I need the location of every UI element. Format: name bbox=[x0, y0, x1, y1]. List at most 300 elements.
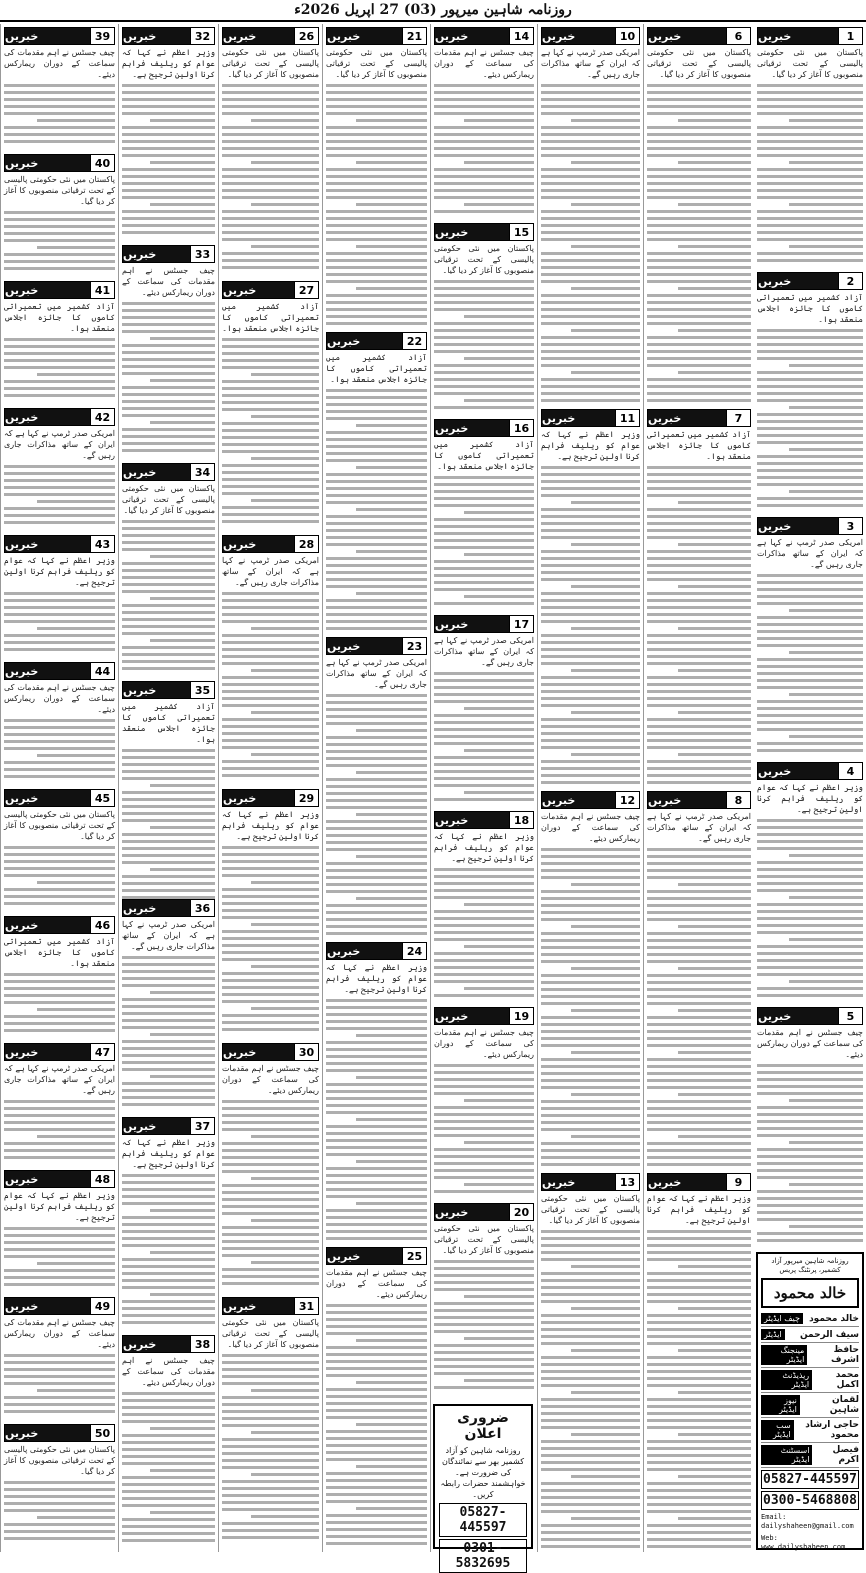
news-item-number: 8 bbox=[726, 792, 750, 808]
news-item-label: خبریں bbox=[5, 155, 90, 171]
news-item-text-lines bbox=[326, 1304, 427, 1545]
news-item-number: 49 bbox=[90, 1298, 114, 1314]
news-item-text: چیف جسٹس نے اہم مقدمات کی سماعت کے دوران ریمارکس دیئے۔ bbox=[222, 1064, 319, 1095]
news-item-number: 27 bbox=[294, 282, 318, 298]
news-item-header bbox=[4, 1043, 115, 1061]
news-item-number: 1 bbox=[838, 28, 862, 44]
news-item-8 bbox=[647, 791, 751, 1170]
news-item-label: خبریں bbox=[123, 464, 190, 480]
news-item-text: آزاد کشمیر میں تعمیراتی کاموں کا جائزہ اجلاس منعقد ہوا۔ bbox=[4, 302, 115, 333]
news-item-text: وزیر اعظم نے کہا کہ عوام کو ریلیف فراہم کرنا اولین ترجیح ہے۔ bbox=[4, 1191, 115, 1222]
news-item-27 bbox=[222, 281, 319, 532]
news-item-text-lines bbox=[647, 466, 751, 784]
news-item-label: خبریں bbox=[223, 536, 294, 552]
news-item-text-lines bbox=[434, 476, 534, 605]
news-item-10 bbox=[541, 27, 640, 406]
staff-name: فیصل اکرم bbox=[832, 1445, 859, 1465]
news-item-6 bbox=[647, 27, 751, 406]
news-item-label: خبریں bbox=[123, 900, 190, 916]
news-item-number: 25 bbox=[402, 1248, 426, 1264]
notice-ad-body: روزنامہ شاہین کو آزاد کشمیر بھر سے نمائندگان کی ضرورت ہے۔ خواہشمند حضرات رابطہ کریں۔ bbox=[440, 1446, 526, 1499]
news-item-text-lines bbox=[122, 302, 215, 452]
news-item-text-lines bbox=[122, 84, 215, 234]
news-item-label: خبریں bbox=[123, 1118, 190, 1134]
news-item-43 bbox=[4, 535, 115, 659]
news-item-text: امریکی صدر ٹرمپ نے کہا ہے کہ ایران کے ساتھ مذاکرات جاری رہیں گے۔ bbox=[4, 1064, 115, 1095]
news-item-header bbox=[222, 281, 319, 299]
news-item-header bbox=[647, 409, 751, 427]
news-item-label: خبریں bbox=[5, 282, 90, 298]
notice-ad-phone-1: 05827-445597 bbox=[439, 1503, 527, 1537]
news-item-label: خبریں bbox=[5, 1425, 90, 1441]
masthead bbox=[0, 0, 866, 22]
news-item-text-lines bbox=[757, 574, 863, 752]
news-item-text: پاکستان میں نئی حکومتی پالیسی کے تحت ترقیاتی منصوبوں کا آغاز کر دیا گیا۔ bbox=[326, 48, 427, 79]
news-item-text-lines bbox=[122, 1392, 215, 1542]
news-item-text-lines bbox=[122, 520, 215, 670]
news-item-33 bbox=[122, 245, 215, 460]
news-item-header bbox=[122, 1117, 215, 1135]
news-item-label: خبریں bbox=[542, 410, 615, 426]
news-item-label: خبریں bbox=[223, 1044, 294, 1060]
news-item-text-lines bbox=[326, 389, 427, 630]
news-item-3 bbox=[757, 517, 863, 759]
news-item-number: 20 bbox=[509, 1204, 533, 1220]
news-item-label: خبریں bbox=[542, 792, 615, 808]
news-item-number: 38 bbox=[190, 1336, 214, 1352]
news-item-18 bbox=[434, 811, 534, 1004]
news-item-text: امریکی صدر ٹرمپ نے کہا ہے کہ ایران کے ساتھ مذاکرات جاری رہیں گے۔ bbox=[647, 812, 751, 843]
news-item-label: خبریں bbox=[435, 812, 509, 828]
news-item-header bbox=[222, 535, 319, 553]
news-item-42 bbox=[4, 408, 115, 532]
news-item-number: 28 bbox=[294, 536, 318, 552]
news-item-46 bbox=[4, 916, 115, 1040]
news-item-number: 24 bbox=[402, 943, 426, 959]
news-item-header bbox=[434, 1203, 534, 1221]
news-item-text: امریکی صدر ٹرمپ نے کہا ہے کہ ایران کے ساتھ مذاکرات جاری رہیں گے۔ bbox=[122, 920, 215, 951]
news-item-text-lines bbox=[541, 84, 640, 402]
news-item-29 bbox=[222, 789, 319, 1040]
news-item-label: خبریں bbox=[327, 28, 402, 44]
news-item-label: خبریں bbox=[542, 28, 615, 44]
news-item-text: وزیر اعظم نے کہا کہ عوام کو ریلیف فراہم کرنا اولین ترجیح ہے۔ bbox=[757, 783, 863, 814]
news-item-number: 9 bbox=[726, 1174, 750, 1190]
news-item-header bbox=[434, 811, 534, 829]
news-item-header bbox=[541, 791, 640, 809]
news-item-header bbox=[4, 1424, 115, 1442]
news-item-label: خبریں bbox=[648, 410, 726, 426]
news-item-41 bbox=[4, 281, 115, 405]
news-item-text-lines bbox=[222, 592, 319, 777]
news-item-header bbox=[4, 1297, 115, 1315]
news-item-text: آزاد کشمیر میں تعمیراتی کاموں کا جائزہ اجلاس منعقد ہوا۔ bbox=[647, 430, 751, 461]
news-item-text: آزاد کشمیر میں تعمیراتی کاموں کا جائزہ اجلاس منعقد ہوا۔ bbox=[757, 293, 863, 324]
news-item-text-lines bbox=[222, 84, 319, 269]
staff-phone-2: 0300-5468808 bbox=[761, 1491, 859, 1510]
news-item-text-lines bbox=[4, 719, 115, 778]
news-item-text-lines bbox=[541, 848, 640, 1166]
news-item-text-lines bbox=[434, 1260, 534, 1389]
news-item-text: پاکستان میں نئی حکومتی پالیسی کے تحت ترقیاتی منصوبوں کا آغاز کر دیا گیا۔ bbox=[757, 48, 863, 79]
notice-ad-title: ضروری اعلان bbox=[457, 1410, 509, 1442]
column-5 bbox=[322, 24, 430, 1552]
news-item-text: وزیر اعظم نے کہا کہ عوام کو ریلیف فراہم کرنا اولین ترجیح ہے۔ bbox=[647, 1194, 751, 1225]
news-item-text: وزیر اعظم نے کہا کہ عوام کو ریلیف فراہم کرنا اولین ترجیح ہے۔ bbox=[434, 832, 534, 863]
news-item-header bbox=[122, 1335, 215, 1353]
news-item-23 bbox=[326, 637, 427, 939]
news-item-text-lines bbox=[647, 1230, 751, 1548]
news-item-text-lines bbox=[222, 846, 319, 1031]
staff-logo: خالد محمود bbox=[761, 1278, 859, 1308]
news-item-47 bbox=[4, 1043, 115, 1167]
news-item-number: 11 bbox=[615, 410, 639, 426]
news-item-header bbox=[4, 408, 115, 426]
news-item-header bbox=[757, 762, 863, 780]
news-item-31 bbox=[222, 1297, 319, 1548]
news-item-label: خبریں bbox=[5, 409, 90, 425]
news-item-label: خبریں bbox=[5, 917, 90, 933]
news-item-36 bbox=[122, 899, 215, 1114]
news-item-header bbox=[326, 332, 427, 350]
news-item-header bbox=[757, 27, 863, 45]
news-item-text: چیف جسٹس نے اہم مقدمات کی سماعت کے دوران ریمارکس دیئے۔ bbox=[757, 1028, 863, 1059]
news-item-text: پاکستان میں نئی حکومتی پالیسی کے تحت ترقیاتی منصوبوں کا آغاز کر دیا گیا۔ bbox=[4, 1445, 115, 1476]
news-item-label: خبریں bbox=[223, 282, 294, 298]
staff-website: Web: www.dailyshaheen.com bbox=[761, 1534, 846, 1551]
news-item-label: خبریں bbox=[648, 28, 726, 44]
news-item-text: چیف جسٹس نے اہم مقدمات کی سماعت کے دوران ریمارکس دیئے۔ bbox=[4, 1318, 115, 1349]
news-item-text: آزاد کشمیر میں تعمیراتی کاموں کا جائزہ اجلاس منعقد ہوا۔ bbox=[222, 302, 319, 333]
news-item-text: چیف جسٹس نے اہم مقدمات کی سماعت کے دوران ریمارکس دیئے۔ bbox=[326, 1268, 427, 1299]
news-item-34 bbox=[122, 463, 215, 678]
news-item-text: وزیر اعظم نے کہا کہ عوام کو ریلیف فراہم کرنا اولین ترجیح ہے۔ bbox=[326, 963, 427, 994]
staff-name: خالد محمود bbox=[809, 1313, 859, 1324]
staff-row bbox=[761, 1327, 859, 1343]
news-item-text-lines bbox=[434, 280, 534, 409]
news-item-header bbox=[4, 789, 115, 807]
news-item-header bbox=[4, 1170, 115, 1188]
news-item-text-lines bbox=[647, 848, 751, 1166]
news-item-header bbox=[122, 463, 215, 481]
news-item-21 bbox=[326, 27, 427, 329]
news-item-label: خبریں bbox=[758, 763, 838, 779]
news-item-label: خبریں bbox=[327, 333, 402, 349]
news-item-text-lines bbox=[434, 672, 534, 801]
news-item-text: امریکی صدر ٹرمپ نے کہا ہے کہ ایران کے ساتھ مذاکرات جاری رہیں گے۔ bbox=[541, 48, 640, 79]
news-item-header bbox=[757, 1007, 863, 1025]
news-item-number: 29 bbox=[294, 790, 318, 806]
news-item-15 bbox=[434, 223, 534, 416]
news-item-header bbox=[326, 637, 427, 655]
news-item-text: چیف جسٹس نے اہم مقدمات کی سماعت کے دوران ریمارکس دیئے۔ bbox=[541, 812, 640, 843]
news-item-header bbox=[222, 27, 319, 45]
staff-name: لقمان شاہین bbox=[829, 1395, 859, 1415]
news-item-text: امریکی صدر ٹرمپ نے کہا ہے کہ ایران کے ساتھ مذاکرات جاری رہیں گے۔ bbox=[326, 658, 427, 689]
news-item-text-lines bbox=[541, 1230, 640, 1548]
news-item-header bbox=[326, 942, 427, 960]
news-item-header bbox=[434, 419, 534, 437]
news-item-text-lines bbox=[4, 1100, 115, 1159]
news-item-text-lines bbox=[434, 1064, 534, 1193]
news-item-text-lines bbox=[122, 749, 215, 899]
news-item-text-lines bbox=[222, 1100, 319, 1285]
news-item-16 bbox=[434, 419, 534, 612]
news-item-text: وزیر اعظم نے کہا کہ عوام کو ریلیف فراہم کرنا اولین ترجیح ہے۔ bbox=[122, 1138, 215, 1169]
news-item-header bbox=[541, 27, 640, 45]
news-item-number: 19 bbox=[509, 1008, 533, 1024]
news-item-number: 39 bbox=[90, 28, 114, 44]
staff-role: اسسٹنٹ ایڈیٹر bbox=[761, 1445, 812, 1465]
news-item-text: پاکستان میں نئی حکومتی پالیسی کے تحت ترقیاتی منصوبوں کا آغاز کر دیا گیا۔ bbox=[647, 48, 751, 79]
news-item-number: 6 bbox=[726, 28, 750, 44]
editorial-staff-box bbox=[756, 1252, 864, 1550]
news-item-12 bbox=[541, 791, 640, 1170]
news-item-number: 41 bbox=[90, 282, 114, 298]
news-item-number: 33 bbox=[190, 246, 214, 262]
news-item-label: خبریں bbox=[435, 1204, 509, 1220]
news-item-label: خبریں bbox=[327, 638, 402, 654]
news-item-text: امریکی صدر ٹرمپ نے کہا ہے کہ ایران کے ساتھ مذاکرات جاری رہیں گے۔ bbox=[757, 538, 863, 569]
staff-address: روزنامہ شاہین میرپور آزاد کشمیر، پرنٹنگ پریس bbox=[771, 1257, 849, 1274]
news-item-text: پاکستان میں نئی حکومتی پالیسی کے تحت ترقیاتی منصوبوں کا آغاز کر دیا گیا۔ bbox=[434, 1224, 534, 1255]
staff-email: Email: dailyshaheen@gmail.com bbox=[761, 1513, 854, 1530]
news-item-header bbox=[4, 27, 115, 45]
news-item-text: چیف جسٹس نے اہم مقدمات کی سماعت کے دوران ریمارکس دیئے۔ bbox=[434, 1028, 534, 1059]
news-item-label: خبریں bbox=[648, 1174, 726, 1190]
news-item-28 bbox=[222, 535, 319, 786]
news-item-text-lines bbox=[326, 694, 427, 935]
news-item-text: پاکستان میں نئی حکومتی پالیسی کے تحت ترقیاتی منصوبوں کا آغاز کر دیا گیا۔ bbox=[4, 810, 115, 841]
news-item-48 bbox=[4, 1170, 115, 1294]
news-item-26 bbox=[222, 27, 319, 278]
staff-name: محمد اکمل bbox=[835, 1370, 859, 1390]
news-item-number: 46 bbox=[90, 917, 114, 933]
news-item-38 bbox=[122, 1335, 215, 1550]
news-item-text-lines bbox=[326, 999, 427, 1240]
masthead-title: روزنامہ شاہین میرپور (03) 27 اپریل 2026ء bbox=[294, 2, 572, 18]
news-item-text: چیف جسٹس نے اہم مقدمات کی سماعت کے دوران ریمارکس دیئے۔ bbox=[4, 683, 115, 714]
news-item-50 bbox=[4, 1424, 115, 1548]
staff-row bbox=[761, 1443, 859, 1468]
news-item-number: 5 bbox=[838, 1008, 862, 1024]
news-item-text: وزیر اعظم نے کہا کہ عوام کو ریلیف فراہم کرنا اولین ترجیح ہے۔ bbox=[541, 430, 640, 461]
news-item-number: 7 bbox=[726, 410, 750, 426]
news-item-label: خبریں bbox=[327, 1248, 402, 1264]
column-4 bbox=[430, 24, 537, 1552]
news-item-label: خبریں bbox=[758, 518, 838, 534]
news-item-text: پاکستان میں نئی حکومتی پالیسی کے تحت ترقیاتی منصوبوں کا آغاز کر دیا گیا۔ bbox=[434, 244, 534, 275]
staff-role: مینجنگ ایڈیٹر bbox=[761, 1345, 807, 1365]
news-item-number: 14 bbox=[509, 28, 533, 44]
news-item-header bbox=[4, 662, 115, 680]
news-item-text-lines bbox=[4, 1481, 115, 1540]
news-item-25 bbox=[326, 1247, 427, 1549]
news-item-label: خبریں bbox=[327, 943, 402, 959]
news-item-49 bbox=[4, 1297, 115, 1421]
news-item-44 bbox=[4, 662, 115, 786]
news-item-header bbox=[541, 409, 640, 427]
notice-ad bbox=[433, 1404, 533, 1571]
news-item-number: 3 bbox=[838, 518, 862, 534]
news-item-header bbox=[757, 517, 863, 535]
staff-role: چیف ایڈیٹر bbox=[761, 1313, 803, 1324]
news-item-number: 36 bbox=[190, 900, 214, 916]
news-item-label: خبریں bbox=[5, 536, 90, 552]
column-3 bbox=[537, 24, 643, 1552]
news-item-label: خبریں bbox=[223, 790, 294, 806]
news-item-header bbox=[122, 27, 215, 45]
news-item-number: 42 bbox=[90, 409, 114, 425]
news-item-text-lines bbox=[541, 466, 640, 784]
news-item-text-lines bbox=[4, 1354, 115, 1413]
news-item-17 bbox=[434, 615, 534, 808]
staff-name: حاجی ارشاد محمود bbox=[805, 1420, 859, 1440]
news-item-number: 43 bbox=[90, 536, 114, 552]
news-item-text: آزاد کشمیر میں تعمیراتی کاموں کا جائزہ اجلاس منعقد ہوا۔ bbox=[326, 353, 427, 384]
news-item-number: 22 bbox=[402, 333, 426, 349]
news-item-label: خبریں bbox=[5, 1298, 90, 1314]
news-item-label: خبریں bbox=[435, 616, 509, 632]
news-item-header bbox=[647, 791, 751, 809]
notice-ad-phone-2: 0301-5832695 bbox=[439, 1539, 527, 1573]
news-item-header bbox=[326, 27, 427, 45]
news-item-text: وزیر اعظم نے کہا کہ عوام کو ریلیف فراہم کرنا اولین ترجیح ہے۔ bbox=[222, 810, 319, 841]
news-item-label: خبریں bbox=[123, 1336, 190, 1352]
column-7 bbox=[118, 24, 218, 1552]
news-item-text: آزاد کشمیر میں تعمیراتی کاموں کا جائزہ اجلاس منعقد ہوا۔ bbox=[122, 702, 215, 744]
news-item-number: 21 bbox=[402, 28, 426, 44]
news-item-text: امریکی صدر ٹرمپ نے کہا ہے کہ ایران کے ساتھ مذاکرات جاری رہیں گے۔ bbox=[434, 636, 534, 667]
news-item-number: 31 bbox=[294, 1298, 318, 1314]
news-item-header bbox=[222, 789, 319, 807]
news-item-header bbox=[757, 272, 863, 290]
news-item-header bbox=[326, 1247, 427, 1265]
news-item-label: خبریں bbox=[758, 273, 838, 289]
news-item-text-lines bbox=[4, 84, 115, 143]
news-item-37 bbox=[122, 1117, 215, 1332]
news-item-text-lines bbox=[222, 338, 319, 523]
news-item-header bbox=[122, 899, 215, 917]
news-item-text: آزاد کشمیر میں تعمیراتی کاموں کا جائزہ اجلاس منعقد ہوا۔ bbox=[4, 937, 115, 968]
news-item-text: پاکستان میں نئی حکومتی پالیسی کے تحت ترقیاتی منصوبوں کا آغاز کر دیا گیا۔ bbox=[541, 1194, 640, 1225]
staff-row bbox=[761, 1368, 859, 1393]
news-item-19 bbox=[434, 1007, 534, 1200]
newspaper-page bbox=[0, 24, 866, 1571]
news-item-header bbox=[434, 223, 534, 241]
news-item-45 bbox=[4, 789, 115, 913]
news-item-text-lines bbox=[757, 819, 863, 997]
column-8 bbox=[0, 24, 118, 1552]
news-item-11 bbox=[541, 409, 640, 788]
news-item-text: وزیر اعظم نے کہا کہ عوام کو ریلیف فراہم کرنا اولین ترجیح ہے۔ bbox=[122, 48, 215, 79]
news-item-text-lines bbox=[4, 211, 115, 270]
news-item-text-lines bbox=[434, 868, 534, 997]
news-item-text-lines bbox=[757, 1064, 863, 1242]
news-item-text-lines bbox=[757, 329, 863, 507]
news-item-header bbox=[647, 27, 751, 45]
news-item-2 bbox=[757, 272, 863, 514]
news-item-number: 32 bbox=[190, 28, 214, 44]
news-item-number: 15 bbox=[509, 224, 533, 240]
news-item-text: پاکستان میں نئی حکومتی پالیسی کے تحت ترقیاتی منصوبوں کا آغاز کر دیا گیا۔ bbox=[122, 484, 215, 515]
news-item-label: خبریں bbox=[123, 246, 190, 262]
news-item-header bbox=[434, 1007, 534, 1025]
news-item-header bbox=[647, 1173, 751, 1191]
staff-role: ریذیڈنٹ ایڈیٹر bbox=[761, 1370, 812, 1390]
news-item-text: امریکی صدر ٹرمپ نے کہا ہے کہ ایران کے ساتھ مذاکرات جاری رہیں گے۔ bbox=[222, 556, 319, 587]
news-item-label: خبریں bbox=[5, 790, 90, 806]
news-item-number: 23 bbox=[402, 638, 426, 654]
news-item-header bbox=[122, 681, 215, 699]
news-item-number: 18 bbox=[509, 812, 533, 828]
news-item-number: 2 bbox=[838, 273, 862, 289]
news-item-32 bbox=[122, 27, 215, 242]
news-item-label: خبریں bbox=[435, 420, 509, 436]
staff-name: سیف الرحمن bbox=[799, 1329, 859, 1340]
news-item-text-lines bbox=[647, 84, 751, 402]
staff-row bbox=[761, 1418, 859, 1443]
news-item-label: خبریں bbox=[758, 1008, 838, 1024]
news-item-number: 48 bbox=[90, 1171, 114, 1187]
news-item-30 bbox=[222, 1043, 319, 1294]
column-2 bbox=[643, 24, 754, 1552]
staff-role: نیوز ایڈیٹر bbox=[761, 1395, 800, 1415]
news-item-number: 10 bbox=[615, 28, 639, 44]
news-item-5 bbox=[757, 1007, 863, 1249]
staff-row bbox=[761, 1393, 859, 1418]
news-item-20 bbox=[434, 1203, 534, 1396]
news-item-header bbox=[122, 245, 215, 263]
news-item-text-lines bbox=[4, 465, 115, 524]
news-item-text: پاکستان میں نئی حکومتی پالیسی کے تحت ترقیاتی منصوبوں کا آغاز کر دیا گیا۔ bbox=[222, 1318, 319, 1349]
staff-row bbox=[761, 1343, 859, 1368]
news-item-number: 44 bbox=[90, 663, 114, 679]
news-item-24 bbox=[326, 942, 427, 1244]
news-item-22 bbox=[326, 332, 427, 634]
news-item-number: 4 bbox=[838, 763, 862, 779]
staff-role: ایڈیٹر bbox=[761, 1329, 785, 1340]
news-item-text-lines bbox=[122, 956, 215, 1106]
news-item-label: خبریں bbox=[123, 682, 190, 698]
news-item-text: چیف جسٹس نے اہم مقدمات کی سماعت کے دوران ریمارکس دیئے۔ bbox=[122, 1356, 215, 1387]
news-item-number: 30 bbox=[294, 1044, 318, 1060]
news-item-text: چیف جسٹس نے اہم مقدمات کی سماعت کے دوران ریمارکس دیئے۔ bbox=[4, 48, 115, 79]
news-item-4 bbox=[757, 762, 863, 1004]
news-item-label: خبریں bbox=[123, 28, 190, 44]
news-item-text-lines bbox=[4, 1227, 115, 1286]
news-item-label: خبریں bbox=[223, 28, 294, 44]
news-item-number: 12 bbox=[615, 792, 639, 808]
news-item-text: پاکستان میں نئی حکومتی پالیسی کے تحت ترقیاتی منصوبوں کا آغاز کر دیا گیا۔ bbox=[4, 175, 115, 206]
news-item-text-lines bbox=[4, 846, 115, 905]
news-item-number: 45 bbox=[90, 790, 114, 806]
news-item-9 bbox=[647, 1173, 751, 1552]
news-item-text: چیف جسٹس نے اہم مقدمات کی سماعت کے دوران ریمارکس دیئے۔ bbox=[122, 266, 215, 297]
news-item-7 bbox=[647, 409, 751, 788]
news-item-label: خبریں bbox=[435, 1008, 509, 1024]
news-item-label: خبریں bbox=[435, 28, 509, 44]
news-item-number: 13 bbox=[615, 1174, 639, 1190]
news-item-text-lines bbox=[222, 1354, 319, 1539]
news-item-text: وزیر اعظم نے کہا کہ عوام کو ریلیف فراہم کرنا اولین ترجیح ہے۔ bbox=[4, 556, 115, 587]
news-item-text: پاکستان میں نئی حکومتی پالیسی کے تحت ترقیاتی منصوبوں کا آغاز کر دیا گیا۔ bbox=[222, 48, 319, 79]
news-item-label: خبریں bbox=[223, 1298, 294, 1314]
news-item-number: 16 bbox=[509, 420, 533, 436]
news-item-text-lines bbox=[122, 1174, 215, 1324]
news-item-text-lines bbox=[4, 338, 115, 397]
news-item-number: 34 bbox=[190, 464, 214, 480]
